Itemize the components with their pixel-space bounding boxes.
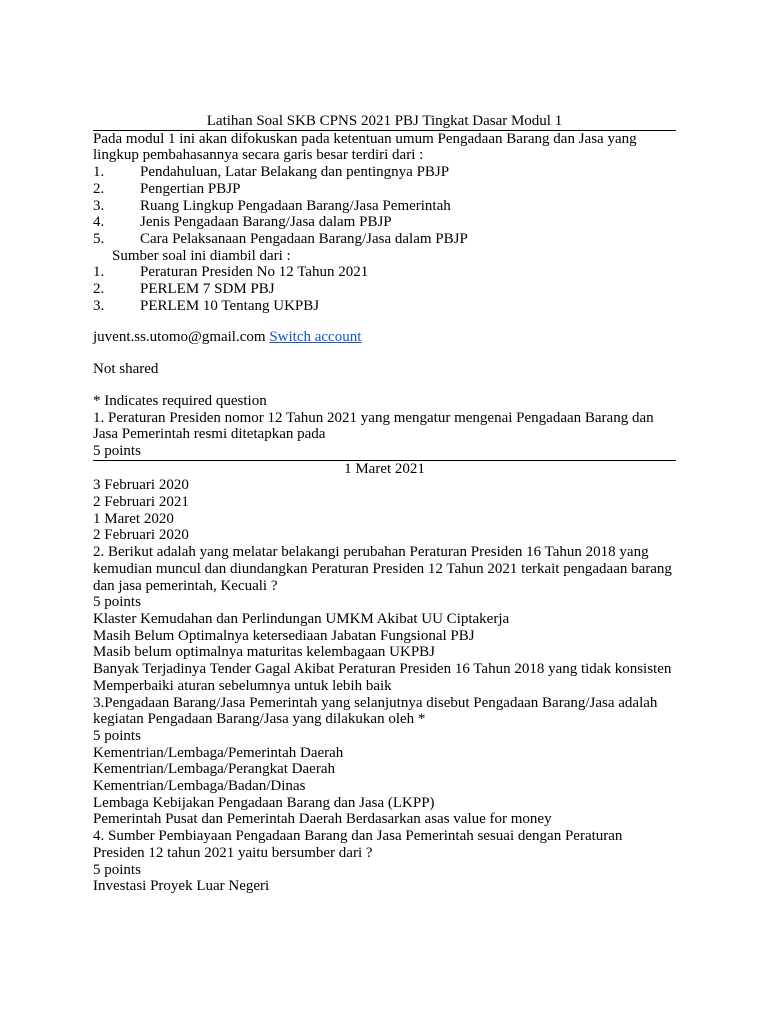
switch-account-link[interactable]: Switch account bbox=[269, 329, 362, 346]
source-heading: Sumber soal ini diambil dari : bbox=[112, 247, 291, 264]
list-item bbox=[93, 181, 676, 198]
list-text: Cara Pelaksanaan Pengadaan Barang/Jasa dalam PBJP bbox=[140, 230, 468, 247]
answer-option[interactable]: Masib belum optimalnya maturitas kelembagaan UKPBJ bbox=[93, 644, 436, 661]
question-text: 1. Peraturan Presiden nomor 12 Tahun 2021 yang mengatur mengenai Pengadaan Barang dan Jasa Pemerintah resmi ditetapkan pada bbox=[93, 409, 654, 443]
question-text: 2. Berikut adalah yang melatar belakangi perubahan Peraturan Presiden 16 Tahun 2018 yang kemudian muncul dan diundangkan Peraturan Presiden 12 Tahun 2021 terkait pengadaan barang dan jasa pemerintah, Kecuali ? bbox=[93, 544, 672, 594]
document-title: Latihan Soal SKB CPNS 2021 PBJ Tingkat Dasar Modul 1 bbox=[93, 113, 676, 131]
list-number: 5. bbox=[93, 230, 105, 247]
list-text: PERLEM 7 SDM PBJ bbox=[140, 281, 275, 298]
answer-option[interactable]: Masih Belum Optimalnya ketersediaan Jabatan Fungsional PBJ bbox=[93, 627, 475, 644]
list-item bbox=[93, 298, 676, 315]
list-text: Pendahuluan, Latar Belakang dan pentingnya PBJP bbox=[140, 164, 450, 181]
answer-option[interactable]: Kementrian/Lembaga/Badan/Dinas bbox=[93, 778, 306, 795]
question-points: 5 points bbox=[93, 594, 141, 611]
list-item bbox=[93, 198, 676, 215]
intro-paragraph: Pada modul 1 ini akan difokuskan pada ketentuan umum Pengadaan Barang dan Jasa yang lingkup pembahasannya secara garis besar terdiri dari : bbox=[93, 130, 637, 164]
answer-option[interactable]: 2 Februari 2020 bbox=[93, 527, 189, 544]
account-line bbox=[93, 329, 676, 346]
answer-option[interactable]: Kementrian/Lembaga/Perangkat Daerah bbox=[93, 761, 335, 778]
question-points: 5 points bbox=[93, 443, 676, 461]
spacer bbox=[93, 378, 676, 393]
list-item bbox=[93, 281, 676, 298]
answer-option[interactable]: Kementrian/Lembaga/Pemerintah Daerah bbox=[93, 744, 344, 761]
list-text: PERLEM 10 Tentang UKPBJ bbox=[140, 297, 320, 314]
list-item bbox=[93, 264, 676, 281]
topic-list bbox=[93, 164, 676, 248]
spacer bbox=[93, 346, 676, 361]
list-number: 2. bbox=[93, 180, 105, 197]
answer-option[interactable]: 2 Februari 2021 bbox=[93, 494, 189, 511]
answer-option[interactable]: Pemerintah Pusat dan Pemerintah Daerah Berdasarkan asas value for money bbox=[93, 811, 552, 828]
list-number: 3. bbox=[93, 197, 105, 214]
spacer bbox=[93, 314, 676, 329]
answer-option[interactable]: 3 Februari 2020 bbox=[93, 477, 189, 494]
question-text: 3.Pengadaan Barang/Jasa Pemerintah yang selanjutnya disebut Pengadaan Barang/Jasa adalah kegiatan Pengadaan Barang/Jasa yang dilakukan oleh * bbox=[93, 694, 658, 728]
answer-option[interactable]: Memperbaiki aturan sebelumnya untuk lebih baik bbox=[93, 677, 392, 694]
source-list bbox=[93, 264, 676, 314]
question-points: 5 points bbox=[93, 861, 141, 878]
answer-option[interactable]: Investasi Proyek Luar Negeri bbox=[93, 878, 270, 895]
list-number: 3. bbox=[93, 297, 105, 314]
question-text: 4. Sumber Pembiayaan Pengadaan Barang dan Jasa Pemerintah sesuai dengan Peraturan Presiden 12 tahun 2021 yaitu bersumber dari ? bbox=[93, 828, 623, 861]
list-number: 1. bbox=[93, 264, 105, 281]
answer-option[interactable]: Klaster Kemudahan dan Perlindungan UMKM Akibat UU Ciptakerja bbox=[93, 610, 510, 627]
question-3 bbox=[93, 695, 676, 829]
answer-option[interactable]: Banyak Terjadinya Tender Gagal Akibat Peraturan Presiden 16 Tahun 2018 yang tidak konsisten bbox=[93, 661, 672, 678]
list-text: Jenis Pengadaan Barang/Jasa dalam PBJP bbox=[140, 214, 392, 231]
list-text: Peraturan Presiden No 12 Tahun 2021 bbox=[140, 264, 369, 281]
answer-option[interactable]: Lembaga Kebijakan Pengadaan Barang dan Jasa (LKPP) bbox=[93, 794, 435, 811]
not-shared-text: Not shared bbox=[93, 361, 159, 378]
question-1 bbox=[93, 410, 676, 545]
document-page bbox=[93, 113, 676, 895]
question-2 bbox=[93, 544, 676, 694]
account-email: juvent.ss.utomo@gmail.com bbox=[93, 329, 266, 346]
question-4 bbox=[93, 828, 676, 895]
answer-option[interactable]: 1 Maret 2021 bbox=[344, 460, 425, 477]
list-item bbox=[93, 164, 676, 181]
list-number: 1. bbox=[93, 164, 105, 181]
answer-option[interactable]: 1 Maret 2020 bbox=[93, 510, 174, 527]
list-number: 2. bbox=[93, 281, 105, 298]
list-number: 4. bbox=[93, 214, 105, 231]
required-note: * Indicates required question bbox=[93, 392, 267, 409]
question-points: 5 points bbox=[93, 727, 141, 744]
list-item bbox=[93, 231, 676, 248]
list-text: Pengertian PBJP bbox=[140, 180, 241, 197]
list-text: Ruang Lingkup Pengadaan Barang/Jasa Pemerintah bbox=[140, 197, 451, 214]
list-item bbox=[93, 214, 676, 231]
